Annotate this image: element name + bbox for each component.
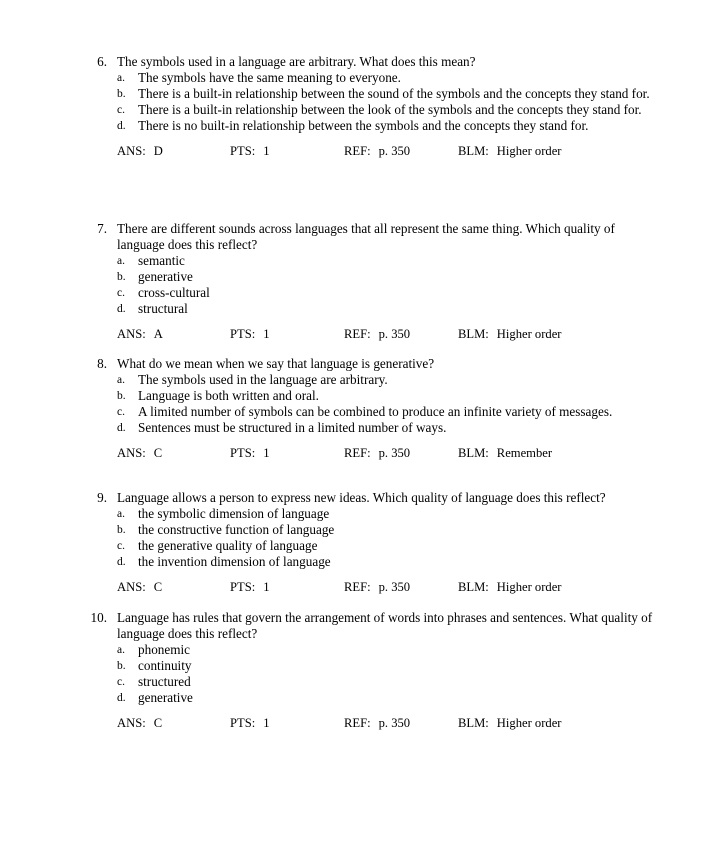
points <box>230 143 270 159</box>
answer-metadata <box>84 326 654 342</box>
option-letter: a. <box>117 255 125 267</box>
option-b <box>84 269 654 285</box>
option-text: phonemic <box>138 642 191 657</box>
option-letter: a. <box>117 72 125 84</box>
question-number: 8. <box>97 356 107 371</box>
pts-value: 1 <box>263 327 270 341</box>
option-text: The symbols have the same meaning to everyone. <box>138 70 401 85</box>
points <box>230 326 270 342</box>
pts-label: PTS: <box>230 716 256 730</box>
option-letter: b. <box>117 271 126 283</box>
option-c <box>84 285 654 301</box>
ans-label: ANS: <box>117 716 146 730</box>
answer-key <box>117 143 163 159</box>
option-letter: c. <box>117 287 125 299</box>
option-letter: d. <box>117 692 126 704</box>
option-letter: c. <box>117 406 125 418</box>
blm-level <box>458 715 562 731</box>
answer-metadata <box>84 715 654 731</box>
ref-label: REF: <box>344 446 371 460</box>
option-d <box>84 690 654 706</box>
option-letter: d. <box>117 120 126 132</box>
option-text: Language is both written and oral. <box>138 388 319 403</box>
ans-value: C <box>153 446 163 460</box>
option-text: generative <box>138 269 193 284</box>
question-text: Language allows a person to express new ideas. Which quality of language does this reflect? <box>117 490 606 505</box>
question-number: 10. <box>90 610 107 625</box>
blm-value: Higher order <box>496 327 562 341</box>
ans-value: D <box>153 144 163 158</box>
question-text: What do we mean when we say that language is generative? <box>117 356 435 371</box>
option-letter: a. <box>117 644 125 656</box>
answer-options <box>84 506 654 570</box>
option-letter: d. <box>117 303 126 315</box>
option-a <box>84 372 654 388</box>
ans-label: ANS: <box>117 327 146 341</box>
pts-value: 1 <box>263 580 270 594</box>
answer-options <box>84 70 654 134</box>
option-b <box>84 658 654 674</box>
pts-label: PTS: <box>230 327 256 341</box>
answer-key <box>117 445 162 461</box>
ans-label: ANS: <box>117 446 146 460</box>
pts-label: PTS: <box>230 580 256 594</box>
answer-metadata <box>84 579 654 595</box>
option-text: the symbolic dimension of language <box>138 506 330 521</box>
option-text: There is a built-in relationship between the sound of the symbols and the concepts they stand for. <box>138 86 650 101</box>
option-a <box>84 506 654 522</box>
ans-value: C <box>153 716 163 730</box>
question-7 <box>84 221 654 342</box>
ans-label: ANS: <box>117 144 146 158</box>
blm-label: BLM: <box>458 144 489 158</box>
pts-value: 1 <box>263 446 270 460</box>
pts-label: PTS: <box>230 144 256 158</box>
option-text: the generative quality of language <box>138 538 318 553</box>
option-letter: d. <box>117 556 126 568</box>
option-c <box>84 404 654 420</box>
answer-metadata <box>84 143 654 159</box>
pts-value: 1 <box>263 144 270 158</box>
reference <box>344 715 410 731</box>
option-text: the constructive function of language <box>138 522 335 537</box>
blm-value: Remember <box>496 446 553 460</box>
blm-level <box>458 445 552 461</box>
option-b <box>84 86 654 102</box>
option-c <box>84 538 654 554</box>
question-stem <box>84 610 654 642</box>
question-text: There are different sounds across languages that all represent the same thing. Which quality of language does this reflect? <box>117 221 615 252</box>
pts-value: 1 <box>263 716 270 730</box>
question-stem <box>84 54 654 70</box>
option-letter: b. <box>117 390 126 402</box>
blm-label: BLM: <box>458 716 489 730</box>
answer-options <box>84 253 654 317</box>
reference <box>344 143 410 159</box>
option-text: There is no built-in relationship between the symbols and the concepts they stand for. <box>138 118 589 133</box>
option-text: A limited number of symbols can be combined to produce an infinite variety of messages. <box>138 404 613 419</box>
option-letter: d. <box>117 422 126 434</box>
option-text: Sentences must be structured in a limited number of ways. <box>138 420 447 435</box>
option-letter: a. <box>117 508 125 520</box>
option-letter: b. <box>117 524 126 536</box>
reference <box>344 579 410 595</box>
blm-value: Higher order <box>496 144 562 158</box>
ref-value: p. 350 <box>378 716 411 730</box>
ans-value: C <box>153 580 163 594</box>
question-number: 9. <box>97 490 107 505</box>
option-d <box>84 118 654 134</box>
blm-level <box>458 579 562 595</box>
blm-label: BLM: <box>458 446 489 460</box>
question-10 <box>84 610 654 731</box>
option-d <box>84 554 654 570</box>
question-text: Language has rules that govern the arrangement of words into phrases and sentences. What quality of language does this reflect? <box>117 610 653 641</box>
option-b <box>84 522 654 538</box>
ref-value: p. 350 <box>378 327 411 341</box>
reference <box>344 445 410 461</box>
option-b <box>84 388 654 404</box>
points <box>230 715 270 731</box>
ref-label: REF: <box>344 716 371 730</box>
option-text: structured <box>138 674 191 689</box>
ref-value: p. 350 <box>378 580 411 594</box>
blm-value: Higher order <box>496 580 562 594</box>
question-text: The symbols used in a language are arbitrary. What does this mean? <box>117 54 476 69</box>
ref-value: p. 350 <box>378 446 411 460</box>
ans-value: A <box>153 327 163 341</box>
question-number: 6. <box>97 54 107 69</box>
blm-label: BLM: <box>458 327 489 341</box>
option-text: The symbols used in the language are arbitrary. <box>138 372 388 387</box>
option-letter: b. <box>117 660 126 672</box>
blm-label: BLM: <box>458 580 489 594</box>
option-a <box>84 642 654 658</box>
option-text: generative <box>138 690 193 705</box>
ans-label: ANS: <box>117 580 146 594</box>
option-letter: c. <box>117 104 125 116</box>
answer-options <box>84 642 654 706</box>
question-8 <box>84 356 654 461</box>
option-d <box>84 301 654 317</box>
blm-level <box>458 326 562 342</box>
option-c <box>84 674 654 690</box>
question-stem <box>84 490 654 506</box>
ref-label: REF: <box>344 580 371 594</box>
question-number: 7. <box>97 221 107 236</box>
question-stem <box>84 356 654 372</box>
question-stem <box>84 221 654 253</box>
option-c <box>84 102 654 118</box>
ref-value: p. 350 <box>378 144 411 158</box>
blm-value: Higher order <box>496 716 562 730</box>
option-a <box>84 70 654 86</box>
blm-level <box>458 143 562 159</box>
option-text: continuity <box>138 658 192 673</box>
option-letter: c. <box>117 676 125 688</box>
pts-label: PTS: <box>230 446 256 460</box>
option-text: cross-cultural <box>138 285 210 300</box>
answer-key <box>117 579 162 595</box>
option-letter: a. <box>117 374 125 386</box>
answer-options <box>84 372 654 436</box>
points <box>230 579 270 595</box>
ref-label: REF: <box>344 327 371 341</box>
answer-key <box>117 715 162 731</box>
question-6 <box>84 54 654 159</box>
ref-label: REF: <box>344 144 371 158</box>
points <box>230 445 270 461</box>
option-text: the invention dimension of language <box>138 554 331 569</box>
option-d <box>84 420 654 436</box>
option-a <box>84 253 654 269</box>
answer-metadata <box>84 445 654 461</box>
answer-key <box>117 326 163 342</box>
option-text: There is a built-in relationship between the look of the symbols and the concepts they stand for. <box>138 102 642 117</box>
option-text: structural <box>138 301 188 316</box>
reference <box>344 326 410 342</box>
option-letter: b. <box>117 88 126 100</box>
option-letter: c. <box>117 540 125 552</box>
option-text: semantic <box>138 253 185 268</box>
question-9 <box>84 490 654 595</box>
